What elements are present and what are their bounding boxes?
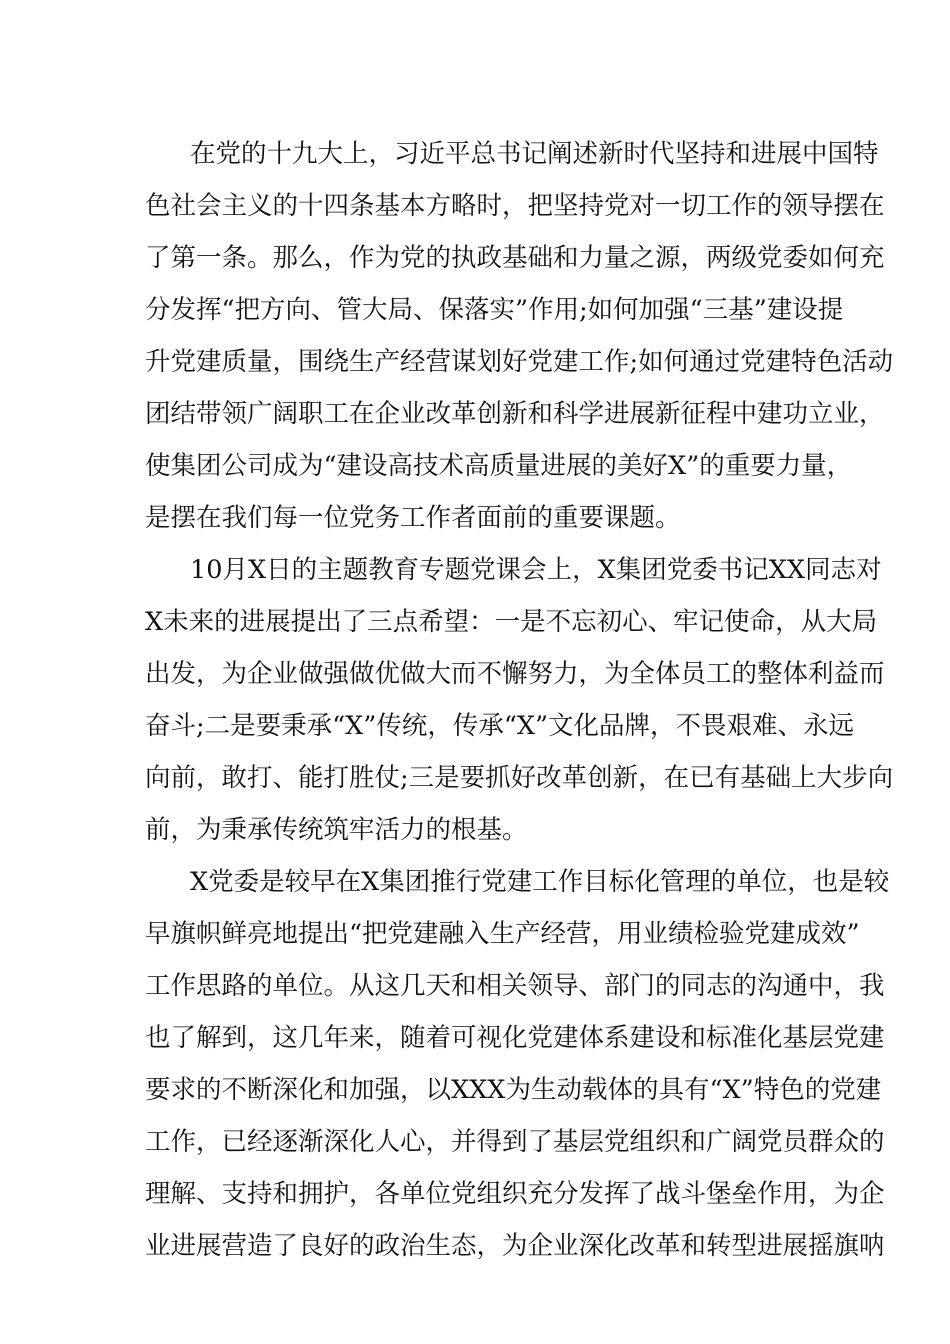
paragraph-1-line-7: 使集团公司成为“建设高技术高质量进展的美好X”的重要力量， bbox=[145, 451, 853, 481]
paragraph-2-line-6: 前，为秉承传统筑牢活力的根基。 bbox=[145, 815, 528, 845]
paragraph-2-line-2: X未来的进展提出了三点希望：一是不忘初心、牢记使命，从大局 bbox=[145, 607, 878, 637]
paragraph-1-line-2: 色社会主义的十四条基本方略时，把坚持党对一切工作的领导摆在 bbox=[145, 191, 885, 221]
paragraph-3-line-2: 早旗帜鲜亮地提出“把党建融入生产经营，用业绩检验党建成效” bbox=[145, 919, 860, 949]
paragraph-1-line-3: 了第一条。那么，作为党的执政基础和力量之源，两级党委如何充 bbox=[145, 243, 885, 273]
paragraph-2-line-1: 10月X日的主题教育专题党课会上，X集团党委书记XX同志对 bbox=[190, 555, 882, 585]
paragraph-1-line-8: 是摆在我们每一位党务工作者面前的重要课题。 bbox=[145, 503, 681, 533]
paragraph-3-line-7: 理解、支持和拥护，各单位党组织充分发挥了战斗堡垒作用，为企 bbox=[145, 1179, 885, 1209]
paragraph-1-line-4: 分发挥“把方向、管大局、保落实”作用;如何加强“三基”建设提 bbox=[145, 295, 844, 325]
paragraph-3-line-4: 也了解到，这几年来，随着可视化党建体系建设和标准化基层党建 bbox=[145, 1023, 885, 1053]
paragraph-1-line-1: 在党的十九大上，习近平总书记阐述新时代坚持和进展中国特 bbox=[190, 139, 879, 169]
paragraph-2-line-5: 向前，敢打、能打胜仗;三是要抓好改革创新，在已有基础上大步向 bbox=[145, 763, 894, 793]
paragraph-2-line-4: 奋斗;二是要秉承“X”传统，传承“X”文化品牌，不畏艰难、永远 bbox=[145, 711, 855, 741]
paragraph-3-line-3: 工作思路的单位。从这几天和相关领导、部门的同志的沟通中，我 bbox=[145, 971, 885, 1001]
paragraph-3-line-5: 要求的不断深化和加强，以XXX为生动载体的具有“X”特色的党建 bbox=[145, 1075, 882, 1105]
paragraph-3-line-1: X党委是较早在X集团推行党建工作目标化管理的单位，也是较 bbox=[190, 867, 890, 897]
paragraph-1-line-6: 团结带领广阔职工在企业改革创新和科学进展新征程中建功立业， bbox=[145, 399, 885, 429]
paragraph-1-line-5: 升党建质量，围绕生产经营谋划好党建工作;如何通过党建特色活动 bbox=[145, 347, 894, 377]
paragraph-2-line-3: 出发，为企业做强做优做大而不懈努力，为全体员工的整体利益而 bbox=[145, 659, 885, 689]
paragraph-3-line-8: 业进展营造了良好的政治生态，为企业深化改革和转型进展摇旗呐 bbox=[145, 1231, 885, 1261]
paragraph-3-line-6: 工作，已经逐渐深化人心，并得到了基层党组织和广阔党员群众的 bbox=[145, 1127, 885, 1157]
